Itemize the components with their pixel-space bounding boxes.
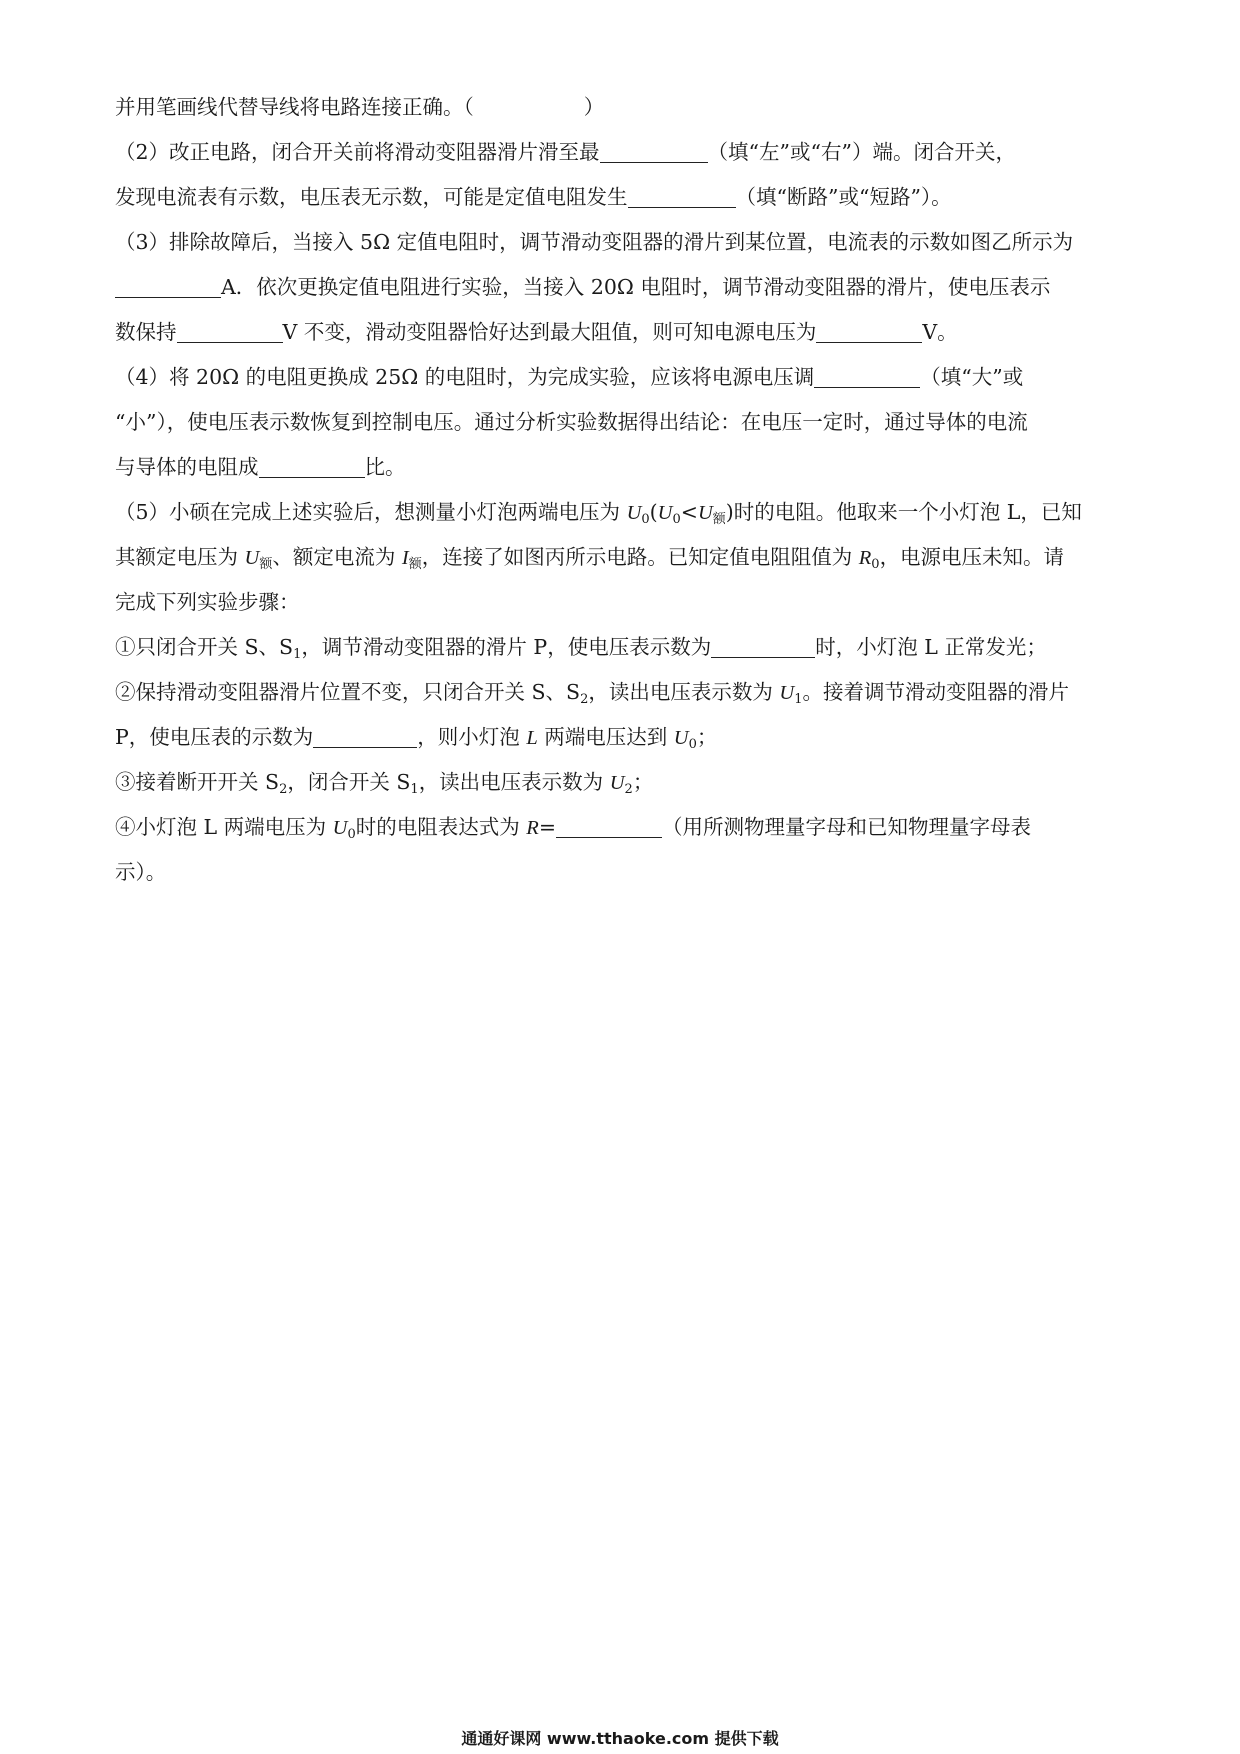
answer-blank[interactable] (628, 185, 736, 208)
answer-blank[interactable] (816, 320, 922, 343)
step-line: ①只闭合开关 S、$S_1$，调节滑动变阻器的滑片 P，使电压表示数为 时，小灯泡 L 正常发光； (115, 635, 1047, 662)
question-line: “小”），使电压表示数恢复到控制电压。通过分析实验数据得出结论：在电压一定时，通过导体的电流 (115, 410, 1028, 434)
step-line: ②保持滑动变阻器滑片位置不变，只闭合开关 S、$S_2$，读出电压表示数为 $U_1$。接着调节滑动变阻器的滑片 (115, 680, 1070, 707)
answer-blank[interactable] (177, 320, 283, 343)
question-line: 完成下列实验步骤： (115, 590, 300, 614)
answer-blank[interactable] (711, 635, 815, 658)
question-line: 数保持 V 不变，滑动变阻器恰好达到最大阻值，则可知电源电压为 V。 (115, 320, 958, 344)
answer-blank[interactable] (259, 455, 365, 478)
step-line: ④小灯泡 L 两端电压为 $U_0$时的电阻表达式为 R= （用所测物理量字母和已知物理量字母表 (115, 815, 1032, 842)
footer-source-text: 通通好课网 www.tthaoke.com 提供下载 (461, 1729, 779, 1748)
question-line: 并用笔画线代替导线将电路连接正确。（ ） (115, 95, 605, 119)
step-line: P，使电压表的示数为 ，则小灯泡 L 两端电压达到 $U_0$； (115, 725, 718, 752)
answer-blank[interactable] (115, 275, 221, 298)
question-line: 发现电流表有示数，电压表无示数，可能是定值电阻发生 （填“断路”或“短路”）。 (115, 185, 952, 209)
question-line: （3）排除故障后，当接入 5Ω 定值电阻时，调节滑动变阻器的滑片到某位置，电流表的示数如图乙所示为 (115, 230, 1074, 254)
question-line: （4）将 20Ω 的电阻更换成 25Ω 的电阻时，为完成实验，应该将电源电压调 （填“大”或 (115, 365, 1024, 389)
answer-blank[interactable] (313, 725, 417, 748)
answer-blank[interactable] (556, 815, 662, 838)
question-line: 与导体的电阻成 比。 (115, 455, 406, 479)
answer-blank[interactable] (814, 365, 920, 388)
step-line: 示）。 (115, 860, 167, 884)
step-line: ③接着断开开关 $S_2$，闭合开关 $S_1$，读出电压表示数为 $U_2$； (115, 770, 654, 797)
answer-blank[interactable] (600, 140, 708, 163)
question-line: （2）改正电路，闭合开关前将滑动变阻器滑片滑至最 （填“左”或“右”）端。闭合开关， (115, 140, 1016, 164)
question-line: A．依次更换定值电阻进行实验，当接入 20Ω 电阻时，调节滑动变阻器的滑片，使电压表示 (115, 272, 1135, 302)
question-line: 其额定电压为 $U_额$、额定电流为 $I_额$，连接了如图丙所示电路。已知定值电阻阻值为 $R_0$，电源电压未知。请 (115, 545, 1065, 572)
question-line: （5）小硕在完成上述实验后，想测量小灯泡两端电压为 $U_0(U_0<U_额)$时的电阻。他取来一个小灯泡 L，已知 (115, 500, 1082, 527)
